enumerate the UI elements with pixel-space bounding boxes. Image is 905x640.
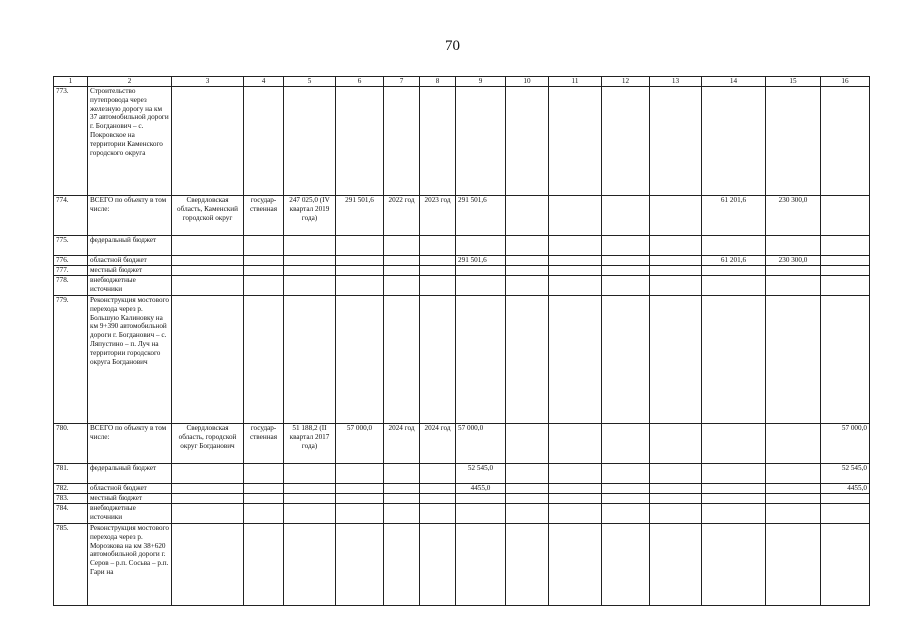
- table-cell: [549, 484, 602, 494]
- table-cell: [244, 484, 284, 494]
- table-cell: [384, 276, 420, 296]
- table-cell: [172, 504, 244, 524]
- table-cell: [766, 296, 821, 424]
- cost-cell: 57 000,0: [336, 424, 384, 464]
- table-cell: [650, 504, 702, 524]
- object-name: ВСЕГО по объекту в том числе:: [88, 424, 172, 464]
- column-header: 3: [172, 77, 244, 87]
- table-cell: [602, 504, 650, 524]
- table-cell: [384, 266, 420, 276]
- table-cell: [506, 266, 549, 276]
- table-cell: [384, 296, 420, 424]
- table-cell: [244, 236, 284, 256]
- table-cell: [384, 524, 420, 606]
- table-cell: [650, 464, 702, 484]
- table-cell: [602, 276, 650, 296]
- table-cell: [821, 504, 870, 524]
- page-number: 70: [445, 38, 460, 54]
- table-cell: [284, 296, 336, 424]
- table-cell: [420, 256, 456, 266]
- table-cell: [336, 87, 384, 196]
- table-cell: [766, 464, 821, 484]
- table-cell: [172, 256, 244, 266]
- table-cell: [506, 424, 549, 464]
- table-cell: [456, 504, 506, 524]
- table-cell: [549, 524, 602, 606]
- table-cell: [650, 256, 702, 266]
- table-cell: [506, 494, 549, 504]
- row-number: 773.: [54, 87, 88, 196]
- table-cell: [172, 494, 244, 504]
- funding-source: внебюджетные источники: [88, 504, 172, 524]
- table-row: [54, 296, 870, 424]
- funding-source: внебюджетные источники: [88, 276, 172, 296]
- funding-source: местный бюджет: [88, 494, 172, 504]
- table-cell: [602, 236, 650, 256]
- table-cell: [650, 87, 702, 196]
- column-header: 13: [650, 77, 702, 87]
- amount-cell: 230 300,0: [766, 256, 821, 266]
- table-cell: [821, 276, 870, 296]
- table-cell: [549, 236, 602, 256]
- start-year-cell: 2022 год: [384, 196, 420, 236]
- amount-cell: 52 545,0: [821, 464, 870, 484]
- table-cell: [420, 296, 456, 424]
- table-cell: [172, 484, 244, 494]
- table-cell: [420, 524, 456, 606]
- table-cell: [766, 424, 821, 464]
- table-cell: [766, 504, 821, 524]
- table-cell: [244, 87, 284, 196]
- column-header: 8: [420, 77, 456, 87]
- table-row: [54, 524, 870, 606]
- table-cell: [456, 524, 506, 606]
- table-cell: [650, 424, 702, 464]
- table-cell: [650, 524, 702, 606]
- table-cell: [602, 196, 650, 236]
- table-cell: [384, 494, 420, 504]
- table-cell: [284, 504, 336, 524]
- column-header: 6: [336, 77, 384, 87]
- table-cell: [602, 484, 650, 494]
- row-number: 781.: [54, 464, 88, 484]
- table-cell: [766, 236, 821, 256]
- table-cell: [506, 196, 549, 236]
- table-cell: [821, 236, 870, 256]
- table-cell: [506, 236, 549, 256]
- table-cell: [650, 266, 702, 276]
- table-cell: [284, 256, 336, 266]
- row-number: 779.: [54, 296, 88, 424]
- funding-source: областной бюджет: [88, 256, 172, 266]
- funding-source: областной бюджет: [88, 484, 172, 494]
- ownership-cell: государ-ственная: [244, 196, 284, 236]
- row-number: 783.: [54, 494, 88, 504]
- table-cell: [244, 504, 284, 524]
- table-cell: [506, 296, 549, 424]
- table-cell: [456, 236, 506, 256]
- table-row: [54, 464, 870, 484]
- table-cell: [456, 296, 506, 424]
- column-header: 1: [54, 77, 88, 87]
- table-cell: [420, 276, 456, 296]
- table-cell: [336, 524, 384, 606]
- table-cell: [284, 87, 336, 196]
- table-cell: [384, 256, 420, 266]
- table-cell: [650, 296, 702, 424]
- table-cell: [506, 276, 549, 296]
- amount-cell: 291 501,6: [456, 196, 506, 236]
- amount-cell: 61 201,6: [702, 256, 766, 266]
- table-cell: [456, 266, 506, 276]
- table-cell: [702, 236, 766, 256]
- column-header: 5: [284, 77, 336, 87]
- table-cell: [456, 87, 506, 196]
- table-cell: [766, 87, 821, 196]
- column-header: 14: [702, 77, 766, 87]
- table-cell: [549, 266, 602, 276]
- table-cell: [244, 494, 284, 504]
- table-cell: [420, 484, 456, 494]
- table-cell: [336, 296, 384, 424]
- table-cell: [336, 494, 384, 504]
- amount-cell: 57 000,0: [821, 424, 870, 464]
- amount-cell: 4455,0: [821, 484, 870, 494]
- end-year-cell: 2023 год: [420, 196, 456, 236]
- table-cell: [549, 196, 602, 236]
- table-cell: [821, 524, 870, 606]
- column-header: 2: [88, 77, 172, 87]
- table-row: [54, 484, 870, 494]
- table-row: [54, 424, 870, 464]
- table-cell: [766, 484, 821, 494]
- table-cell: [702, 484, 766, 494]
- table-row: [54, 87, 870, 196]
- table-cell: [244, 524, 284, 606]
- column-number-row: [54, 77, 870, 87]
- column-header: 7: [384, 77, 420, 87]
- table-cell: [821, 196, 870, 236]
- table-cell: [244, 276, 284, 296]
- column-header: 10: [506, 77, 549, 87]
- table-cell: [821, 296, 870, 424]
- table-cell: [549, 464, 602, 484]
- table-cell: [602, 424, 650, 464]
- table-row: [54, 276, 870, 296]
- table-cell: [602, 87, 650, 196]
- column-header: 15: [766, 77, 821, 87]
- table-cell: [650, 276, 702, 296]
- row-number: 775.: [54, 236, 88, 256]
- table-cell: [244, 464, 284, 484]
- table-cell: [244, 296, 284, 424]
- table-cell: [650, 236, 702, 256]
- object-name: Реконструкция мостового перехода через р. Большую Калиновку на км 9+390 автомобильной дороги г. Богданович – с. Ляпустино – п. Луч на территории городского округа Богданович: [88, 296, 172, 424]
- table-cell: [172, 276, 244, 296]
- table-cell: [384, 87, 420, 196]
- column-header: 9: [456, 77, 506, 87]
- funding-source: федеральный бюджет: [88, 464, 172, 484]
- table-cell: [420, 87, 456, 196]
- table-row: [54, 236, 870, 256]
- table-cell: [172, 524, 244, 606]
- table-cell: [506, 504, 549, 524]
- table-cell: [420, 266, 456, 276]
- table-row: [54, 256, 870, 266]
- table-cell: [420, 504, 456, 524]
- table-cell: [702, 424, 766, 464]
- row-number: 785.: [54, 524, 88, 606]
- table-cell: [420, 236, 456, 256]
- table-cell: [384, 504, 420, 524]
- table-cell: [284, 494, 336, 504]
- location-cell: Свердловская область, Каменский городской округ: [172, 196, 244, 236]
- table-cell: [244, 256, 284, 266]
- ownership-cell: государ-ственная: [244, 424, 284, 464]
- table-cell: [549, 256, 602, 266]
- estimated-cost-cell: 51 188,2 (II квартал 2017 года): [284, 424, 336, 464]
- table-cell: [172, 296, 244, 424]
- table-cell: [172, 464, 244, 484]
- table-cell: [702, 504, 766, 524]
- table-cell: [284, 236, 336, 256]
- table-cell: [420, 494, 456, 504]
- table-cell: [549, 276, 602, 296]
- table-cell: [244, 266, 284, 276]
- table-cell: [702, 464, 766, 484]
- table-cell: [384, 484, 420, 494]
- table-cell: [650, 484, 702, 494]
- row-number: 774.: [54, 196, 88, 236]
- row-number: 778.: [54, 276, 88, 296]
- amount-cell: 61 201,6: [702, 196, 766, 236]
- table-cell: [336, 256, 384, 266]
- amount-cell: 52 545,0: [456, 464, 506, 484]
- table-cell: [766, 266, 821, 276]
- table-cell: [702, 266, 766, 276]
- table-row: [54, 494, 870, 504]
- table-cell: [336, 236, 384, 256]
- table-cell: [284, 464, 336, 484]
- investment-table: [53, 76, 870, 606]
- column-header: 16: [821, 77, 870, 87]
- table-cell: [284, 276, 336, 296]
- row-number: 780.: [54, 424, 88, 464]
- table-cell: [506, 256, 549, 266]
- table-row: [54, 504, 870, 524]
- table-cell: [549, 504, 602, 524]
- row-number: 782.: [54, 484, 88, 494]
- table-cell: [172, 87, 244, 196]
- table-cell: [284, 484, 336, 494]
- table-cell: [172, 236, 244, 256]
- table-cell: [602, 296, 650, 424]
- row-number: 784.: [54, 504, 88, 524]
- table-cell: [821, 87, 870, 196]
- column-header: 12: [602, 77, 650, 87]
- amount-cell: 4455,0: [456, 484, 506, 494]
- end-year-cell: 2024 год: [420, 424, 456, 464]
- location-cell: Свердловская область, городской округ Богданович: [172, 424, 244, 464]
- column-header: 11: [549, 77, 602, 87]
- table-cell: [172, 266, 244, 276]
- cost-cell: 291 501,6: [336, 196, 384, 236]
- funding-source: федеральный бюджет: [88, 236, 172, 256]
- table-cell: [549, 87, 602, 196]
- table-cell: [602, 256, 650, 266]
- table-cell: [336, 504, 384, 524]
- table-cell: [506, 87, 549, 196]
- table-cell: [702, 494, 766, 504]
- table-cell: [650, 494, 702, 504]
- table-cell: [602, 494, 650, 504]
- table-cell: [821, 256, 870, 266]
- table-cell: [549, 494, 602, 504]
- start-year-cell: 2024 год: [384, 424, 420, 464]
- table-cell: [456, 494, 506, 504]
- table-cell: [702, 87, 766, 196]
- table-cell: [549, 424, 602, 464]
- table-cell: [456, 276, 506, 296]
- funding-source: местный бюджет: [88, 266, 172, 276]
- table-cell: [821, 266, 870, 276]
- table-cell: [506, 464, 549, 484]
- table-cell: [506, 484, 549, 494]
- amount-cell: 230 300,0: [766, 196, 821, 236]
- table-cell: [702, 524, 766, 606]
- table-cell: [766, 524, 821, 606]
- amount-cell: 57 000,0: [456, 424, 506, 464]
- object-name: Строительство путепровода через железную дорогу на км 37 автомобильной дороги г. Богданович – с. Покровское на территории Каменского городского округа: [88, 87, 172, 196]
- table-cell: [702, 276, 766, 296]
- table-cell: [602, 464, 650, 484]
- table-cell: [336, 266, 384, 276]
- table-cell: [336, 484, 384, 494]
- table-cell: [506, 524, 549, 606]
- estimated-cost-cell: 247 025,0 (IV квартал 2019 года): [284, 196, 336, 236]
- table-cell: [766, 494, 821, 504]
- table-cell: [821, 494, 870, 504]
- table-cell: [549, 296, 602, 424]
- table-cell: [650, 196, 702, 236]
- table-cell: [336, 464, 384, 484]
- table-cell: [602, 524, 650, 606]
- object-name: Реконструкция мостового перехода через р. Морозкова на км 38+620 автомобильной дороги г. Серов – р.п. Сосьва – р.п. Гари на: [88, 524, 172, 606]
- row-number: 777.: [54, 266, 88, 276]
- table-cell: [284, 266, 336, 276]
- table-cell: [766, 276, 821, 296]
- table-row: [54, 196, 870, 236]
- row-number: 776.: [54, 256, 88, 266]
- table-row: [54, 266, 870, 276]
- table-cell: [384, 236, 420, 256]
- table-cell: [384, 464, 420, 484]
- column-header: 4: [244, 77, 284, 87]
- amount-cell: 291 501,6: [456, 256, 506, 266]
- table-cell: [602, 266, 650, 276]
- table-cell: [336, 276, 384, 296]
- table-cell: [702, 296, 766, 424]
- object-name: ВСЕГО по объекту в том числе:: [88, 196, 172, 236]
- table-cell: [420, 464, 456, 484]
- table-cell: [284, 524, 336, 606]
